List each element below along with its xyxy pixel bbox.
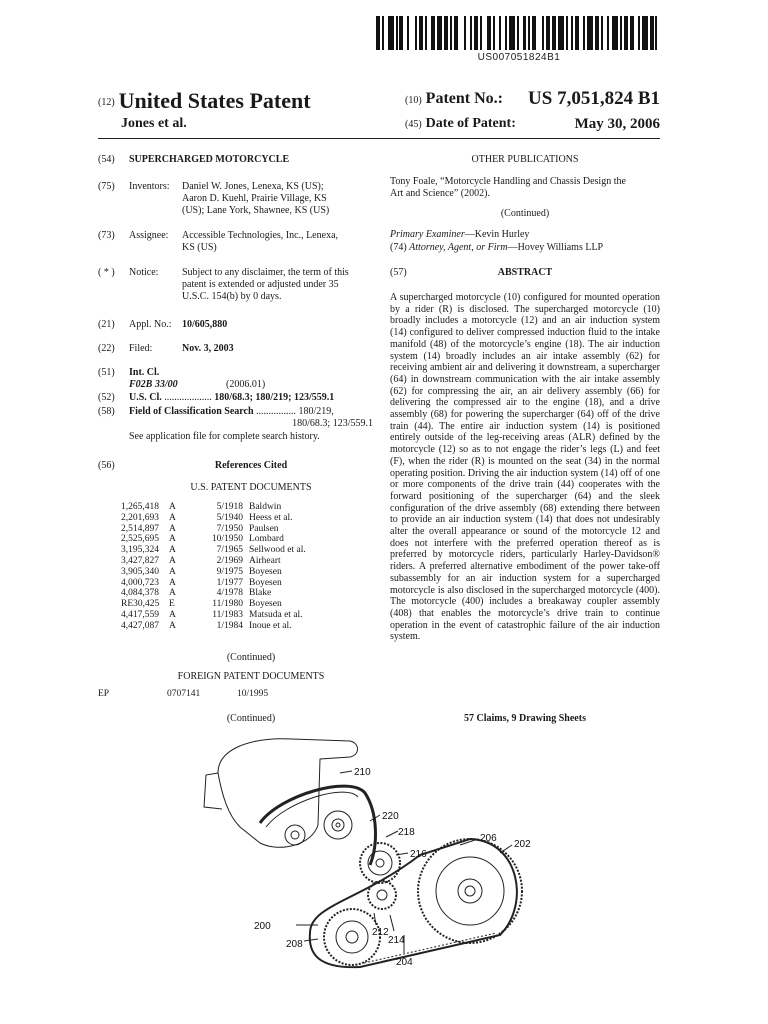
ref-label-218: 218	[398, 827, 415, 838]
notice-code: ( * )	[98, 267, 115, 278]
citation-kind: A	[169, 566, 176, 577]
field-value: 180/219,	[298, 406, 334, 417]
patent-no-code: (10)	[405, 95, 422, 106]
examiner-label: Primary Examiner	[390, 229, 465, 240]
citation-number: 1,265,418	[121, 502, 159, 512]
citation-name: Lombard	[249, 534, 284, 545]
ref-label-208: 208	[286, 939, 303, 950]
primary-hub	[346, 931, 358, 943]
primary-inner	[336, 921, 368, 953]
date-row	[405, 116, 660, 132]
ref-label-206: 206	[480, 833, 497, 844]
citation-name: Matsuda et al.	[249, 609, 303, 620]
citation-number: 3,905,340	[121, 566, 159, 577]
leader-218	[386, 831, 398, 837]
uscl-code: (52)	[98, 392, 115, 403]
assignee-code: (73)	[98, 230, 115, 241]
inventors-short: Jones et al.	[121, 116, 187, 131]
assignee	[182, 230, 372, 254]
citation-name: Paulsen	[249, 523, 279, 534]
intcl-class: F02B 33/00	[129, 379, 178, 390]
us-docs-table	[121, 502, 361, 632]
attorney-row	[390, 242, 603, 254]
citation-row	[121, 524, 361, 535]
citation-number: RE30,425	[121, 599, 160, 610]
drive-belt-inner	[266, 792, 358, 827]
citation-name: Heess et al.	[249, 512, 293, 523]
patent-number-row	[405, 90, 660, 108]
ref-label-200: 200	[254, 921, 271, 932]
sprocket-hub	[458, 879, 482, 903]
uscl-dots: ...................	[164, 392, 212, 403]
citation-date: 7/1965	[216, 545, 243, 556]
field-label: Field of Classification Search	[129, 406, 254, 417]
inventor-line: Aaron D. Kuehl, Prairie Village, KS	[182, 193, 327, 204]
foreign-country: EP	[98, 689, 110, 699]
claims-summary: 57 Claims, 9 Drawing Sheets	[464, 713, 586, 724]
citation-number: 2,514,897	[121, 523, 159, 534]
abstract-code: (57)	[390, 267, 407, 278]
citation-number: 2,525,695	[121, 534, 159, 545]
citation-kind: A	[169, 620, 176, 631]
inventors-code: (75)	[98, 181, 115, 192]
patent-number: US 7,051,824 B1	[528, 88, 660, 109]
citation-number: 4,000,723	[121, 577, 159, 588]
pulley-hub	[291, 831, 299, 839]
field-dots: ................	[256, 406, 297, 417]
inventors-label: Inventors:	[129, 181, 170, 192]
sprocket-center	[465, 886, 475, 896]
other-pubs-title: OTHER PUBLICATIONS	[471, 154, 579, 165]
assignee-line: Accessible Technologies, Inc., Lenexa,	[182, 230, 339, 241]
citation-date: 7/1950	[216, 523, 243, 534]
citation-date: 11/1983	[212, 609, 243, 620]
citation-date: 9/1975	[216, 566, 243, 577]
leader-212	[374, 913, 376, 925]
citation-date: 1/1984	[216, 620, 243, 631]
inventor-line: (US); Lane York, Shawnee, KS (US)	[182, 205, 330, 216]
supercharger-pulley	[285, 825, 305, 845]
barcode-number: US007051824B1	[477, 52, 561, 63]
ref-label-210: 210	[354, 767, 371, 778]
field-code: (58)	[98, 406, 115, 417]
filed-label: Filed:	[129, 343, 153, 354]
assignee-line: KS (US)	[182, 242, 217, 253]
citation-kind: A	[169, 545, 176, 556]
citation-row	[121, 545, 361, 556]
continued-3: (Continued)	[500, 208, 550, 219]
citation-number: 4,417,559	[121, 609, 159, 620]
citation-name: Inoue et al.	[249, 620, 292, 631]
citation-name: Baldwin	[249, 502, 282, 512]
field-value-2: 180/68.3; 123/559.1	[292, 418, 373, 429]
gear-218	[360, 843, 400, 883]
citation-name: Boyesen	[249, 577, 282, 588]
date-label: Date of Patent:	[425, 116, 516, 131]
citation-row	[121, 567, 361, 578]
ref-label-204: 204	[396, 957, 413, 968]
patent-date: May 30, 2006	[574, 116, 660, 132]
inventors-list	[182, 181, 372, 217]
field-row	[129, 406, 373, 418]
citation-row	[121, 513, 361, 524]
pub-line: Tony Foale, “Motorcycle Handling and Chassis Design the	[390, 176, 626, 187]
citation-kind: A	[169, 534, 176, 545]
citation-name: Sellwood et al.	[249, 545, 306, 556]
uscl-value: 180/68.3; 180/219; 123/559.1	[214, 392, 335, 403]
filed-code: (22)	[98, 343, 115, 354]
uscl-label: U.S. Cl.	[129, 392, 162, 403]
abstract-title: ABSTRACT	[497, 267, 553, 278]
us-docs-title: U.S. PATENT DOCUMENTS	[190, 482, 312, 493]
citation-kind: E	[169, 599, 175, 610]
pub-line: Art and Science” (2002).	[390, 188, 490, 199]
citation-row	[121, 621, 361, 632]
patent-no-label: Patent No.:	[425, 90, 503, 107]
attorney-name: —Hovey Williams LLP	[507, 242, 604, 253]
citation-date: 2/1969	[216, 555, 243, 566]
notice-label: Notice:	[129, 267, 159, 278]
appl-code: (21)	[98, 319, 115, 330]
citation-date: 5/1918	[216, 502, 243, 512]
foreign-date: 10/1995	[237, 689, 269, 699]
inventor-line: Daniel W. Jones, Lenexa, KS (US);	[182, 181, 324, 192]
refs-code: (56)	[98, 460, 115, 471]
continued-2: (Continued)	[226, 713, 276, 724]
leader-208	[304, 939, 318, 941]
citation-kind: A	[169, 512, 176, 523]
refs-title: References Cited	[214, 460, 288, 471]
ref-label-212: 212	[372, 927, 389, 938]
leader-210	[340, 771, 352, 773]
citation-kind: A	[169, 609, 176, 620]
citation-kind: A	[169, 555, 176, 566]
attorney-code: (74)	[390, 242, 407, 253]
citation-row	[121, 588, 361, 599]
ref-label-220: 220	[382, 811, 399, 822]
ref-label-216: 216	[410, 849, 427, 860]
intcl-year: (2006.01)	[226, 379, 266, 390]
citation-number: 4,084,378	[121, 588, 159, 599]
appl-label: Appl. No.:	[129, 319, 172, 330]
attorney-label: Attorney, Agent, or Firm	[409, 242, 508, 253]
field-note: See application file for complete search history.	[129, 431, 320, 442]
abstract-text: A supercharged motorcycle (10) configured for mounted operation by a rider (R) is disclosed. The supercharged motorcycle (10) broadly includes a motorcycle (12) and an air induction system (14) configured to deliver compressed induction fluid to the intake manifold (48) of the motorcycle’s engine (18). The air induction system (14) broadly includes an air intake assembly (62) for receiving ambient air and delivering it downstream, a supercharger (64) in downstream communication with the air intake assembly (62) for compressing the air, an air delivery assembly (66) for delivering the compressed air to the engine (18), and a drive assembly (68) for powering the supercharger (64) off of the drive train (44). The entire air induction system (14) is positioned entirely outside of the leg-receiving areas (ALR) defined by the motorcycle (12) so as to not engage the rider’s legs (L) and feet (F), when the rider (R) is mounted on the seat (34) in the normal operating position. Driving the air induction system (14) off of one or more components of the drive train (44) cooperates with the forward positioning of the supercharger (64) and the sleek configuration of the drive assembly (68) extending there between to provide an air induction system (14) that does not undesirably alter the overall appearance or sound of the motorcycle 12 and does not interfere with the preferred operation thereof as is preferred by motorcycle riders, particularly Harley-Davidson® riders. A preferred alternative embodiment of the power take-off subassembly for an air induction system for a supercharged motorcycle is also disclosed in the supercharged motorcycle (400). The motorcycle (400) includes a breakaway coupler assembly (408) that enables the motorcycle’s drive train to continue operation in the event of catastrophic failure of the air induction system.	[390, 292, 660, 643]
leader-214	[390, 915, 394, 931]
citation-name: Boyesen	[249, 566, 282, 577]
citation-date: 10/1950	[211, 534, 243, 545]
citation-number: 2,201,693	[121, 512, 159, 523]
invention-title: SUPERCHARGED MOTORCYCLE	[129, 154, 290, 165]
citation-name: Airheart	[249, 555, 281, 566]
assignee-label: Assignee:	[129, 230, 169, 241]
foreign-number: 0707141	[167, 689, 201, 699]
drawing-figure	[200, 735, 540, 975]
citation-number: 4,427,087	[121, 620, 159, 631]
ref-label-202: 202	[514, 839, 531, 850]
notice-text	[182, 267, 372, 303]
citation-number: 3,195,324	[121, 545, 159, 556]
citation-number: 3,427,827	[121, 555, 159, 566]
barcode	[376, 16, 662, 50]
sprocket-inner-ring	[436, 857, 504, 925]
citation-date: 5/1940	[216, 512, 243, 523]
notice-line: U.S.C. 154(b) by 0 days.	[182, 291, 282, 302]
citation-name: Boyesen	[249, 599, 282, 610]
citation-kind: A	[169, 523, 176, 534]
examiner-row	[390, 229, 529, 241]
ref-label-214: 214	[388, 935, 405, 946]
other-publication	[390, 176, 660, 200]
title-code: (54)	[98, 154, 115, 165]
citation-row	[121, 556, 361, 567]
header-divider	[98, 138, 660, 139]
intcl-label: Int. Cl.	[129, 367, 160, 378]
citation-name: Blake	[249, 588, 272, 599]
continued-1: (Continued)	[226, 652, 276, 663]
notice-line: Subject to any disclaimer, the term of this	[182, 267, 349, 278]
appl-number: 10/605,880	[182, 319, 228, 330]
idler-pulley	[324, 811, 352, 839]
citation-row	[121, 502, 361, 513]
citation-row	[121, 534, 361, 545]
citation-date: 4/1978	[216, 588, 243, 599]
citation-row	[121, 578, 361, 589]
citation-kind: A	[169, 577, 176, 588]
citation-date: 1/1977	[216, 577, 243, 588]
citation-kind: A	[169, 502, 176, 512]
kind-code: (12)	[98, 97, 115, 109]
date-code: (45)	[405, 119, 422, 130]
idler-center	[336, 823, 340, 827]
barcode-bar	[657, 16, 661, 50]
examiner-name: —Kevin Hurley	[464, 229, 530, 240]
citation-row	[121, 599, 361, 610]
gear-218-hub	[376, 859, 384, 867]
filed-date: Nov. 3, 2003	[182, 343, 234, 354]
notice-line: patent is extended or adjusted under 35	[182, 279, 339, 290]
title-text: United States Patent	[118, 88, 311, 113]
intcl-code: (51)	[98, 367, 115, 378]
citation-kind: A	[169, 588, 176, 599]
gear-216-hub	[377, 890, 387, 900]
idler-hub	[332, 819, 344, 831]
patent-title	[98, 88, 311, 114]
uscl-row	[129, 392, 373, 404]
foreign-docs-title: FOREIGN PATENT DOCUMENTS	[177, 671, 325, 682]
citation-date: 11/1980	[212, 599, 243, 610]
citation-row	[121, 610, 361, 621]
